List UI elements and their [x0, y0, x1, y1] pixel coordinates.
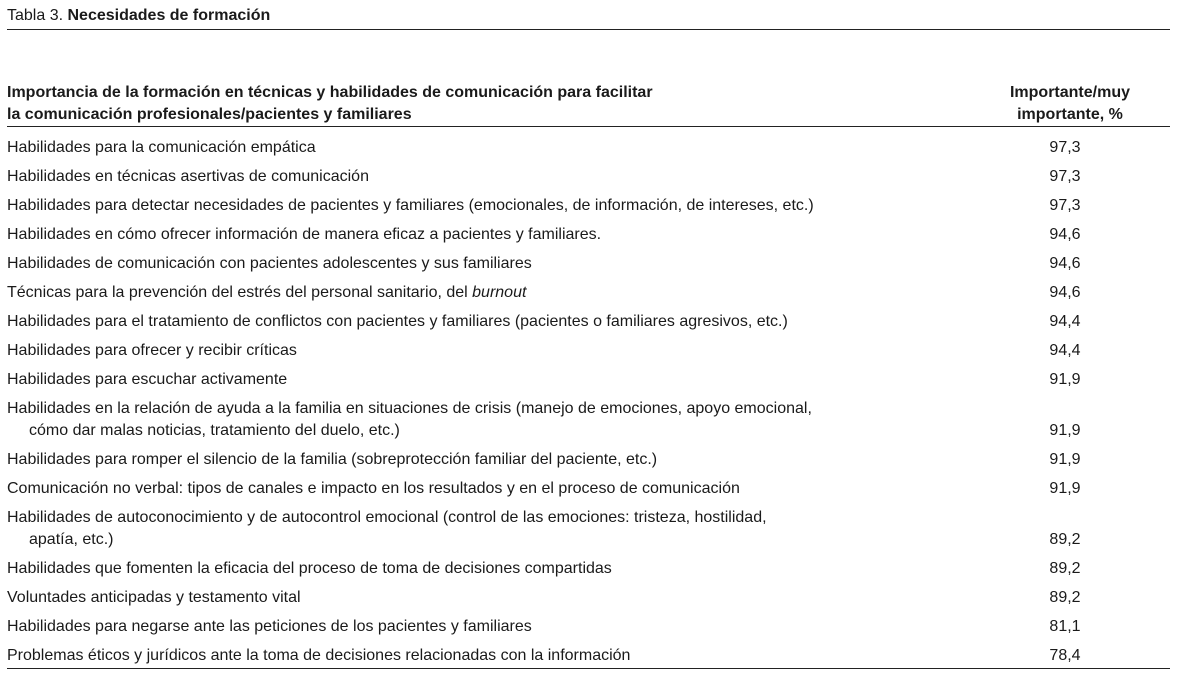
table-caption-label: Tabla 3. — [7, 7, 64, 24]
table-header — [7, 82, 1170, 126]
row-value: 94,4 — [1049, 342, 1081, 359]
row-value: 97,3 — [1049, 197, 1081, 214]
row-label — [7, 558, 987, 587]
row-label — [7, 587, 987, 616]
row-label-italic: burnout — [472, 284, 527, 301]
row-value: 91,9 — [1049, 422, 1081, 439]
header-rule — [7, 126, 1170, 127]
table-row — [7, 195, 1170, 224]
table-row — [7, 224, 1170, 253]
row-label — [7, 166, 987, 195]
table-row — [7, 587, 1170, 616]
table-row — [7, 616, 1170, 645]
header-value-line2: importante, % — [1017, 106, 1123, 123]
row-label-line1: Habilidades en cómo ofrecer información de manera eficaz a pacientes y familiares. — [7, 226, 602, 243]
row-label-line1: Problemas éticos y jurídicos ante la toma de decisiones relacionadas con la información — [7, 647, 631, 664]
row-value: 94,6 — [1049, 255, 1081, 272]
header-description-line2: la comunicación profesionales/pacientes y familiares — [7, 106, 412, 123]
table-row — [7, 449, 1170, 478]
table-row — [7, 311, 1170, 340]
table-row — [7, 558, 1170, 587]
row-label-line1: Habilidades para detectar necesidades de pacientes y familiares (emocionales, de información, de intereses, etc.) — [7, 197, 814, 214]
header-value — [1000, 82, 1140, 126]
row-value: 97,3 — [1049, 139, 1081, 156]
row-label — [7, 340, 987, 369]
header-value-line1: Importante/muy — [1009, 84, 1130, 101]
row-label-line1: Técnicas para la prevención del estrés del personal sanitario, del — [7, 284, 473, 301]
header-description — [7, 82, 653, 126]
bottom-rule — [7, 668, 1170, 669]
row-value: 94,4 — [1049, 313, 1081, 330]
table-row — [7, 369, 1170, 398]
row-value: 91,9 — [1049, 451, 1081, 468]
row-label — [7, 195, 987, 224]
table-row — [7, 507, 1170, 558]
table-row — [7, 340, 1170, 369]
row-value: 89,2 — [1049, 560, 1081, 577]
top-rule — [7, 29, 1170, 30]
row-value: 91,9 — [1049, 371, 1081, 388]
row-label-line1: Comunicación no verbal: tipos de canales e impacto en los resultados y en el proceso de comunicación — [7, 480, 740, 497]
row-value: 97,3 — [1049, 168, 1081, 185]
row-label-line1: Habilidades para el tratamiento de conflictos con pacientes y familiares (pacientes o familiares agresivos, etc.) — [7, 313, 788, 330]
table-row — [7, 253, 1170, 282]
row-label — [7, 616, 987, 645]
row-label — [7, 507, 987, 558]
row-label-line2: apatía, etc.) — [29, 531, 114, 548]
table-body — [7, 137, 1170, 674]
header-description-line1: Importancia de la formación en técnicas y habilidades de comunicación para facilitar — [7, 84, 653, 101]
table-row — [7, 282, 1170, 311]
row-label — [7, 253, 987, 282]
row-value: 94,6 — [1049, 226, 1081, 243]
row-label-line1: Habilidades para la comunicación empática — [7, 139, 316, 156]
row-label — [7, 645, 987, 674]
row-value: 94,6 — [1049, 284, 1081, 301]
row-label — [7, 369, 987, 398]
table-caption-title: Necesidades de formación — [67, 7, 271, 24]
row-label — [7, 137, 987, 166]
row-label-line1: Habilidades de comunicación con pacientes adolescentes y sus familiares — [7, 255, 532, 272]
row-value: 78,4 — [1049, 647, 1081, 664]
table-row — [7, 166, 1170, 195]
table-caption — [7, 6, 270, 26]
table-row — [7, 137, 1170, 166]
row-label — [7, 282, 987, 311]
row-label-line1: Habilidades para ofrecer y recibir críticas — [7, 342, 297, 359]
row-label-line1: Habilidades para escuchar activamente — [7, 371, 288, 388]
row-label — [7, 224, 987, 253]
row-label — [7, 311, 987, 340]
table-row — [7, 478, 1170, 507]
row-label-line2: cómo dar malas noticias, tratamiento del duelo, etc.) — [29, 422, 400, 439]
row-label-line1: Voluntades anticipadas y testamento vital — [7, 589, 301, 606]
row-label-line1: Habilidades para negarse ante las peticiones de los pacientes y familiares — [7, 618, 532, 635]
row-value: 89,2 — [1049, 531, 1081, 548]
row-label-line1: Habilidades para romper el silencio de la familia (sobreprotección familiar del paciente, etc.) — [7, 451, 658, 468]
row-label — [7, 398, 987, 449]
row-label — [7, 449, 987, 478]
row-label-line1: Habilidades que fomenten la eficacia del proceso de toma de decisiones compartidas — [7, 560, 612, 577]
row-value: 81,1 — [1049, 618, 1081, 635]
row-value: 91,9 — [1049, 480, 1081, 497]
row-label-line1: Habilidades en la relación de ayuda a la familia en situaciones de crisis (manejo de emociones, apoyo emocional, — [7, 400, 812, 417]
row-value: 89,2 — [1049, 589, 1081, 606]
row-label-line1: Habilidades de autoconocimiento y de autocontrol emocional (control de las emociones: tristeza, hostilidad, — [7, 509, 767, 526]
row-label-line1: Habilidades en técnicas asertivas de comunicación — [7, 168, 369, 185]
table-row — [7, 398, 1170, 449]
table-row — [7, 645, 1170, 674]
row-label — [7, 478, 987, 507]
